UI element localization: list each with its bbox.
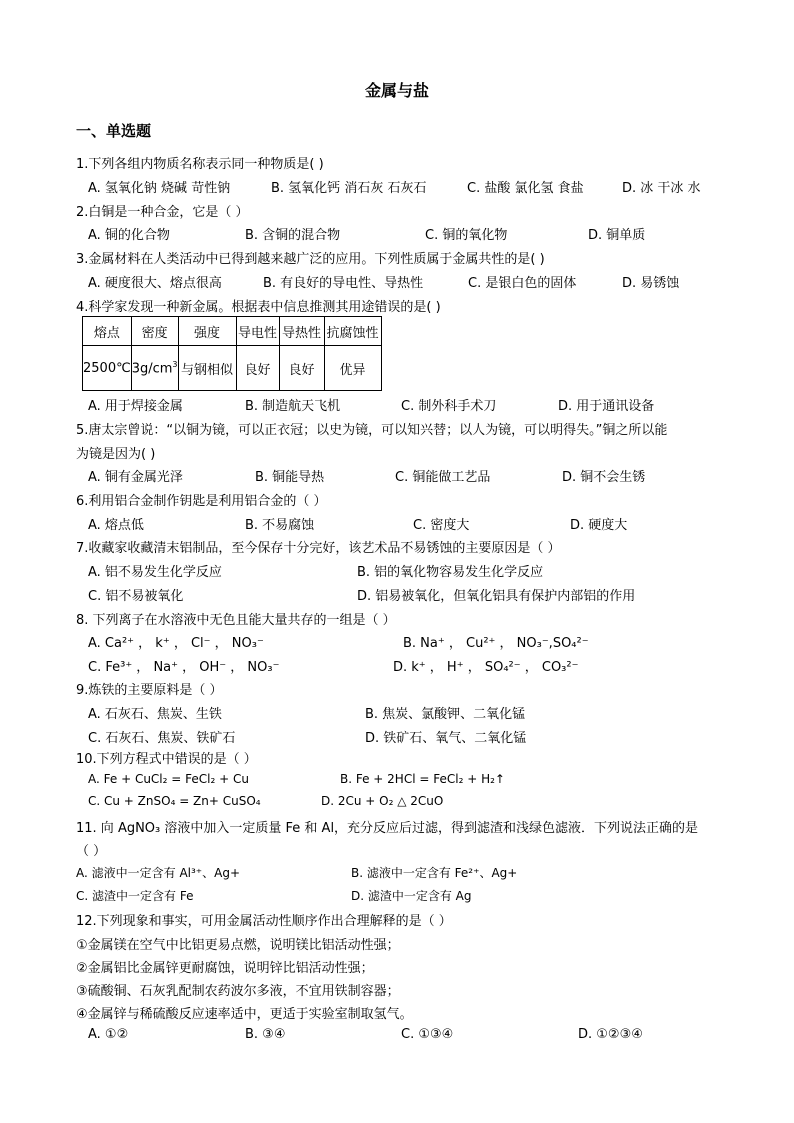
q9-option-b[interactable]: B. 焦炭、氯酸钾、二氧化锰 [365,707,526,722]
question-9-stem: 9.炼铁的主要原料是（ ） [76,683,223,698]
q7-option-c[interactable]: C. 铝不易被氧化 [88,589,184,604]
question-12-stem: 12.下列现象和事实，可用金属活动性顺序作出合理解释的是（ ） [76,914,452,929]
table-cell: 良好 [279,346,324,391]
q6-option-b[interactable]: B. 不易腐蚀 [245,518,315,533]
q5-option-b[interactable]: B. 铜能导热 [255,470,325,485]
q1-option-b[interactable]: B. 氢氧化钙 消石灰 石灰石 [271,181,427,196]
property-table [82,316,382,391]
q12-option-b[interactable]: B. ③④ [245,1027,286,1042]
q12-statement-4: ④金属锌与稀硫酸反应速率适中，更适于实验室制取氢气。 [76,1007,413,1022]
q2-option-b[interactable]: B. 含铜的混合物 [245,228,341,243]
table-header: 抗腐蚀性 [324,317,381,346]
q8-option-d[interactable]: D. k⁺ ， H⁺ ， SO₄²⁻ ， CO₃²⁻ [393,660,579,675]
q4-option-d[interactable]: D. 用于通讯设备 [558,399,655,414]
density-value: 3g/cm [131,361,173,377]
q11-option-d[interactable]: D. 滤渣中一定含有 Ag [351,889,472,903]
q3-option-b[interactable]: B. 有良好的导电性、导热性 [263,276,424,291]
table-header: 导热性 [279,317,324,346]
q9-option-d[interactable]: D. 铁矿石、氧气、二氧化锰 [365,731,527,746]
q5-option-a[interactable]: A. 铜有金属光泽 [88,470,183,485]
q1-option-d[interactable]: D. 冰 干冰 水 [622,181,701,196]
question-10-stem: 10.下列方程式中错误的是（ ） [76,752,257,767]
q12-option-c[interactable]: C. ①③④ [401,1027,454,1042]
table-cell: 与钢相似 [178,346,236,391]
q12-statement-2: ②金属铝比金属锌更耐腐蚀，说明锌比铝活动性强； [76,961,374,976]
q11-option-b[interactable]: B. 滤液中一定含有 Fe²⁺、Ag+ [351,866,518,880]
question-7-stem: 7.收藏家收藏清末铝制品，至今保存十分完好，该艺术品不易锈蚀的主要原因是（ ） [76,541,561,556]
q9-option-c[interactable]: C. 石灰石、焦炭、铁矿石 [88,731,236,746]
question-5-stem-cont: 为镜是因为( ) [76,447,156,462]
table-cell [131,346,178,391]
q6-option-a[interactable]: A. 熔点低 [88,518,144,533]
q6-option-d[interactable]: D. 硬度大 [570,518,628,533]
question-8-stem: 8. 下列离子在水溶液中无色且能大量共存的一组是（ ） [76,613,396,628]
q4-option-b[interactable]: B. 制造航天飞机 [245,399,341,414]
q7-option-a[interactable]: A. 铝不易发生化学反应 [88,565,222,580]
table-cell: 良好 [236,346,279,391]
q8-option-a[interactable]: A. Ca²⁺ ， k⁺ ， Cl⁻ ， NO₃⁻ [88,636,264,651]
q11-option-a[interactable]: A. 滤液中一定含有 Al³⁺、Ag+ [76,866,241,880]
q7-option-b[interactable]: B. 铝的氧化物容易发生化学反应 [357,565,544,580]
q10-option-a[interactable]: A. Fe + CuCl₂ = FeCl₂ + Cu [88,772,249,786]
table-header: 熔点 [83,317,132,346]
q5-option-c[interactable]: C. 铜能做工艺品 [395,470,491,485]
section-heading: 一、单选题 [76,122,152,140]
question-3-stem: 3.金属材料在人类活动中已得到越来越广泛的应用。下列性质属于金属共性的是( ) [76,252,545,267]
q3-option-d[interactable]: D. 易锈蚀 [622,276,680,291]
question-1-stem: 1.下列各组内物质名称表示同一种物质是( ) [76,157,324,172]
table-header: 强度 [178,317,236,346]
q12-statement-1: ①金属镁在空气中比铝更易点燃，说明镁比铝活动性强； [76,938,400,953]
page-title: 金属与盐 [364,81,429,100]
question-4-stem: 4.科学家发现一种新金属。根据表中信息推测其用途错误的是( ) [76,300,441,315]
q1-option-c[interactable]: C. 盐酸 氯化氢 食盐 [467,181,584,196]
q10-option-b[interactable]: B. Fe + 2HCl = FeCl₂ + H₂↑ [340,772,505,786]
q2-option-c[interactable]: C. 铜的氧化物 [425,228,508,243]
table-cell: 2500℃ [83,346,132,391]
table-cell: 优异 [324,346,381,391]
q11-option-c[interactable]: C. 滤渣中一定含有 Fe [76,889,194,903]
question-6-stem: 6.利用铝合金制作钥匙是利用铝合金的（ ） [76,494,327,509]
q4-option-c[interactable]: C. 制外科手术刀 [401,399,497,414]
table-header: 密度 [131,317,178,346]
q12-option-d[interactable]: D. ①②③④ [578,1027,643,1042]
q12-option-a[interactable]: A. ①② [88,1027,129,1042]
q4-option-a[interactable]: A. 用于焊接金属 [88,399,183,414]
question-2-stem: 2.白铜是一种合金，它是（ ） [76,205,249,220]
density-unit-exponent: 3 [172,359,178,369]
q8-option-c[interactable]: C. Fe³⁺ ， Na⁺ ， OH⁻ ， NO₃⁻ [88,660,280,675]
q12-statement-3: ③硫酸铜、石灰乳配制农药波尔多液，不宜用铁制容器； [76,984,400,999]
q2-option-a[interactable]: A. 铜的化合物 [88,228,170,243]
q3-option-c[interactable]: C. 是银白色的固体 [468,276,577,291]
q6-option-c[interactable]: C. 密度大 [413,518,470,533]
q3-option-a[interactable]: A. 硬度很大、熔点很高 [88,276,222,291]
q8-option-b[interactable]: B. Na⁺ ， Cu²⁺ ， NO₃⁻,SO₄²⁻ [403,636,589,651]
q7-option-d[interactable]: D. 铝易被氧化，但氧化铝具有保护内部铝的作用 [357,589,636,604]
q5-option-d[interactable]: D. 铜不会生锈 [562,470,646,485]
table-header: 导电性 [236,317,279,346]
question-11-stem-cont: （ ） [76,844,107,859]
q1-option-a[interactable]: A. 氢氧化钠 烧碱 苛性钠 [88,181,231,196]
q10-option-c[interactable]: C. Cu + ZnSO₄ = Zn+ CuSO₄ [88,794,261,808]
question-5-stem: 5.唐太宗曾说：“以铜为镜，可以正衣冠；以史为镜，可以知兴替；以人为镜，可以明得失。”铜之所以能 [76,423,668,438]
q10-option-d[interactable]: D. 2Cu + O₂ △ 2CuO [321,794,444,808]
q9-option-a[interactable]: A. 石灰石、焦炭、生铁 [88,707,222,722]
question-11-stem: 11. 向 AgNO₃ 溶液中加入一定质量 Fe 和 Al，充分反应后过滤，得到滤渣和浅绿色滤液．下列说法正确的是 [76,821,699,836]
q2-option-d[interactable]: D. 铜单质 [588,228,646,243]
